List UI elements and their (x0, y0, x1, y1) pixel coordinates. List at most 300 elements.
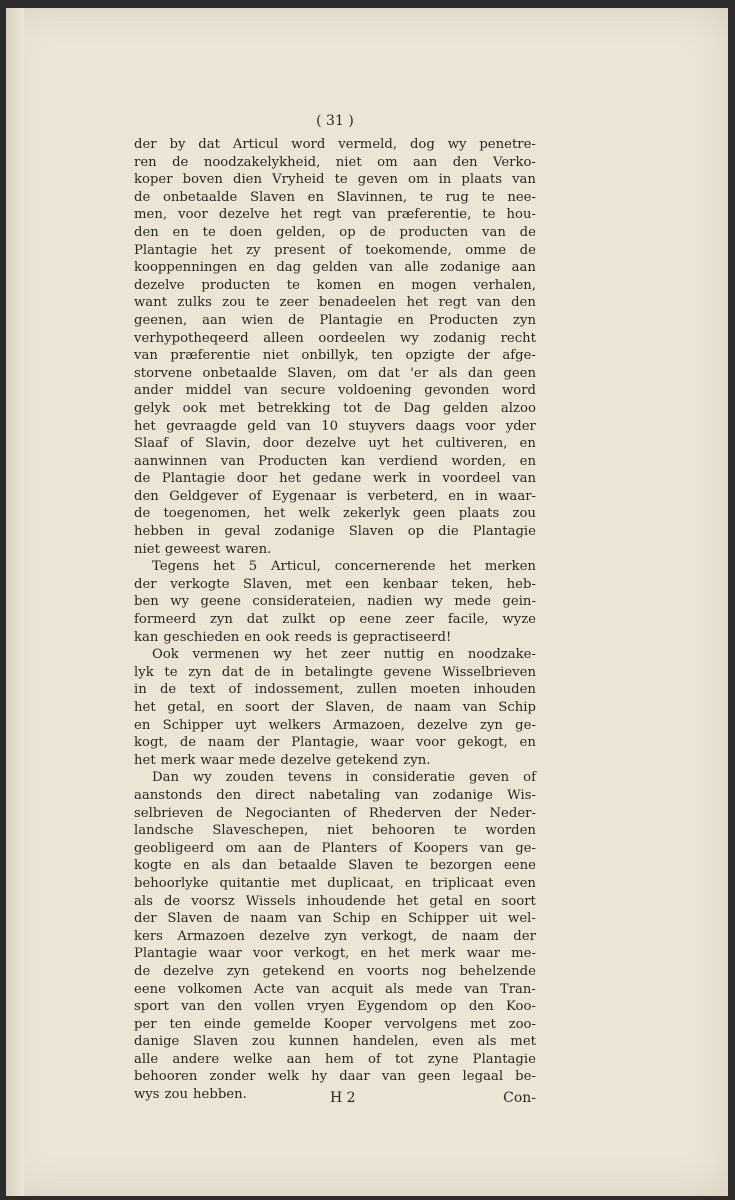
text-line (134, 294, 536, 312)
word: concernerende (334, 559, 436, 575)
word: van (220, 453, 245, 469)
word: be- (515, 1069, 536, 1085)
word: Schip (332, 911, 371, 927)
word: Slaven, (243, 576, 293, 592)
text-line (134, 347, 536, 365)
word: der (134, 576, 157, 592)
word: die (438, 524, 459, 540)
word: waar (200, 752, 234, 768)
text-line (134, 541, 536, 559)
word: kan (134, 629, 159, 645)
word: en (519, 436, 536, 452)
word: gelden (312, 260, 358, 276)
word: naam (208, 735, 245, 751)
text-line (134, 787, 536, 805)
word: Tran- (499, 981, 536, 997)
word: quitantie (219, 875, 280, 891)
word: het (396, 893, 419, 909)
word: waar (466, 946, 500, 962)
text-line (134, 928, 536, 946)
word: text (189, 682, 216, 698)
word: verkogte (170, 576, 230, 592)
word: van (297, 911, 322, 927)
word: den (468, 999, 494, 1015)
word: Plantagie (134, 242, 198, 258)
word: Slaven, (287, 365, 337, 381)
word: met (290, 875, 317, 891)
word: aan (413, 154, 438, 170)
word: 'er (410, 365, 429, 381)
word: dezelve (163, 963, 214, 979)
word: den (511, 295, 536, 311)
word: der (291, 700, 314, 715)
word: als (477, 1034, 497, 1050)
word: waar (370, 735, 404, 751)
word: dien (232, 172, 263, 188)
text-line (134, 136, 536, 154)
word: niet (327, 823, 353, 839)
word: facile, (447, 612, 489, 628)
text-line (134, 1051, 536, 1069)
word: der (134, 911, 157, 927)
word: kooppenningen (134, 260, 238, 276)
word: gepractiseerd! (352, 629, 452, 645)
text-line (134, 840, 536, 858)
word: wy (273, 647, 292, 663)
word: Eygendom (356, 999, 428, 1015)
word: gevonden (424, 383, 490, 399)
word: voor (415, 735, 446, 751)
word: vollen (254, 999, 295, 1015)
word: gein- (502, 594, 536, 610)
word: worden (485, 823, 536, 839)
text-line (134, 259, 536, 277)
word: de (386, 700, 403, 715)
word: cultiveren, (435, 436, 508, 452)
word: door (236, 471, 268, 487)
word: zy (246, 242, 261, 258)
word: van (482, 224, 506, 240)
word: oordeelen (318, 330, 386, 346)
word: de (179, 735, 197, 751)
word: den (452, 154, 478, 170)
word: Armazoen (177, 928, 245, 944)
catchword: Con- (503, 1090, 536, 1106)
word: en (519, 453, 536, 469)
word: wys (134, 1087, 160, 1103)
word: of (180, 436, 193, 452)
text-line (134, 717, 536, 735)
word: doen (229, 224, 263, 240)
word: op (440, 999, 457, 1015)
word: dog (409, 137, 435, 152)
word: alzoo (500, 400, 536, 416)
word: aanwinnen (134, 453, 208, 469)
paragraph (134, 646, 536, 769)
word: selbrieven (134, 805, 204, 821)
word: behelzende (459, 963, 536, 979)
word: præferentie, (387, 207, 472, 223)
word: zyn (209, 612, 233, 628)
word: Kooper (323, 1016, 372, 1032)
word: onbetaalde (162, 189, 238, 205)
word: dezelve (305, 436, 357, 452)
word: de (288, 312, 305, 328)
word: zullen (356, 682, 398, 698)
word: hou- (506, 207, 536, 223)
word: Slaaf (134, 436, 168, 452)
word: kan (340, 453, 366, 469)
word: zyn (226, 963, 250, 979)
word: zodanige (274, 524, 335, 540)
word: soort (245, 700, 280, 715)
word: of (523, 770, 536, 786)
word: van (244, 383, 268, 399)
word: bezorgen (429, 858, 493, 874)
word: met (470, 1016, 496, 1032)
text-line (134, 1068, 536, 1086)
word: met (219, 400, 245, 416)
word: het (401, 436, 424, 452)
word: even (432, 1034, 464, 1050)
word: formeerd (134, 612, 197, 628)
word: om (377, 154, 398, 170)
word: en (216, 700, 234, 715)
text-line (134, 242, 536, 260)
word: op (329, 612, 346, 628)
word: de (519, 224, 536, 240)
word: zodanig (433, 330, 486, 346)
word: de (159, 682, 177, 698)
word: voordeel (442, 471, 501, 487)
word: de (431, 928, 448, 944)
word: ge- (515, 840, 536, 856)
word: Armazoen, (333, 717, 405, 733)
word: sport (134, 999, 169, 1015)
word: aan (286, 1051, 311, 1067)
word: verhypotheqeerd (134, 330, 249, 346)
word: en (404, 875, 422, 891)
word: de (134, 189, 151, 205)
word: moeten (410, 682, 461, 698)
word: voorts (366, 963, 409, 979)
word: uyt (235, 717, 257, 733)
word: merk (160, 752, 196, 768)
word: want (134, 295, 168, 311)
word: merk (420, 946, 456, 962)
word: mede (415, 981, 453, 997)
word: dan (242, 858, 267, 874)
word: geen (503, 365, 536, 381)
word: kogt, (134, 735, 168, 751)
word: zyn (513, 312, 536, 328)
word: zodanige (439, 260, 501, 276)
word: dezelve (218, 207, 270, 223)
word: van (381, 1069, 406, 1085)
word: wy (424, 594, 443, 610)
word: mogen (411, 277, 457, 293)
word: Slaven (249, 189, 295, 205)
word: considerateien, (252, 594, 356, 610)
word: is (346, 488, 358, 504)
word: Acte (254, 981, 285, 997)
text-line (134, 470, 536, 488)
word: hebben (134, 524, 184, 540)
word: nog (421, 963, 447, 979)
word: zyn (188, 664, 212, 680)
word: volkomen (177, 981, 243, 997)
word: aan (257, 840, 283, 856)
word: de (374, 400, 391, 416)
word: triplicaat (432, 875, 494, 891)
word: kunnen (288, 1034, 339, 1050)
word: storvene (134, 365, 193, 381)
word: werk (372, 471, 407, 487)
word: of (343, 805, 357, 821)
word: Planters (321, 840, 378, 856)
word: present (274, 242, 326, 258)
word: wien (241, 312, 274, 328)
word: zou (222, 295, 246, 311)
word: den (217, 999, 243, 1015)
word: te (286, 277, 300, 293)
word: niet (262, 348, 289, 364)
word: regt (313, 207, 342, 223)
word: naam (250, 911, 288, 927)
word: getal (429, 893, 464, 909)
word: zekerlyk (343, 506, 400, 522)
word: geen (417, 1069, 451, 1085)
text-line (134, 752, 536, 770)
word: de (254, 664, 271, 680)
text-line (134, 857, 536, 875)
word: geschieden (163, 629, 240, 645)
word: alleen (263, 330, 304, 346)
word: op (339, 224, 356, 240)
word: verkogt, (361, 928, 418, 944)
word: zouden (225, 770, 274, 786)
word: zou (251, 1034, 276, 1050)
word: of (248, 488, 262, 504)
word: van (181, 999, 206, 1015)
word: worden, (451, 453, 507, 469)
word: der (256, 735, 280, 751)
word: en (360, 946, 377, 962)
word: ook (265, 629, 290, 645)
word: præferentie (170, 348, 251, 364)
word: alle (404, 260, 429, 276)
word: met (510, 1034, 536, 1050)
word: tot (395, 1051, 414, 1067)
word: verkogt, (293, 946, 350, 962)
word: niet (335, 154, 362, 170)
word: de (163, 893, 181, 909)
word: benadeelen (318, 295, 397, 311)
word: Dag (403, 400, 431, 416)
word: Slaveschepen, (212, 823, 309, 839)
word: nabetaling (309, 787, 381, 803)
word: zeer (405, 612, 435, 628)
word: in (134, 682, 147, 698)
word: en (244, 629, 261, 645)
text-line (134, 963, 536, 981)
word: Schipper (162, 717, 223, 733)
word: hebben. (193, 1087, 247, 1103)
word: Plantagie (319, 312, 383, 328)
word: het (213, 559, 235, 575)
word: als (134, 893, 153, 909)
word: eene (359, 612, 392, 628)
word: geval (224, 524, 261, 540)
word: producten (399, 224, 469, 240)
word: de (293, 840, 310, 856)
word: kenbaar (382, 576, 438, 592)
word: dezelve (134, 277, 185, 293)
word: der (467, 348, 490, 364)
word: der (134, 137, 157, 152)
word: getekend (336, 752, 399, 768)
word: gedane (312, 471, 362, 487)
word: me- (511, 946, 536, 962)
word: van (476, 295, 501, 311)
word: verhalen, (473, 277, 536, 293)
text-line (134, 629, 536, 647)
word: in (197, 524, 211, 540)
word: rug (445, 189, 469, 205)
word: wy (192, 770, 212, 786)
word: de (519, 242, 536, 258)
word: het (449, 559, 472, 575)
text-line (134, 822, 536, 840)
word: teken, (451, 576, 494, 592)
word: wy (447, 137, 467, 152)
word: Vryheid (272, 172, 325, 188)
word: en (248, 260, 265, 276)
word: eene (503, 858, 536, 874)
word: stuyvers (348, 418, 406, 434)
word: vermeld, (338, 137, 398, 152)
word: van (464, 981, 489, 997)
word: behooren (371, 823, 436, 839)
word: gemelde (253, 1016, 311, 1032)
word: de (134, 963, 151, 979)
word: direct (255, 787, 295, 803)
word: gelden (442, 400, 489, 416)
word: onbetaalde (202, 365, 277, 381)
word: ander (134, 383, 174, 399)
word: in (438, 172, 452, 188)
word: wyze (502, 612, 536, 628)
word: om (407, 172, 429, 188)
text-line (134, 558, 536, 576)
word: aan (202, 312, 227, 328)
word: te (482, 207, 496, 223)
word: en (437, 647, 455, 663)
word: in (418, 471, 431, 487)
word: aanstonds (134, 787, 203, 803)
word: en (183, 858, 200, 874)
text-line (134, 1033, 536, 1051)
word: Slaven (348, 524, 394, 540)
word: het (279, 471, 301, 487)
word: geld (247, 418, 277, 434)
word: inhouden (473, 682, 536, 698)
word: Plantagie (134, 946, 198, 962)
word: waar- (498, 488, 536, 504)
word: en (519, 735, 536, 751)
word: indossement, (254, 682, 344, 698)
page-footer (134, 1090, 536, 1112)
word: men, (134, 207, 168, 223)
word: aan (511, 260, 536, 276)
word: het (134, 752, 156, 768)
word: geobligeerd (134, 840, 215, 856)
word: op (407, 524, 425, 540)
word: betrekking (257, 400, 331, 416)
word: in (345, 770, 359, 786)
word: en (307, 189, 324, 205)
text-line (134, 576, 536, 594)
word: van (394, 787, 419, 803)
word: wy (170, 594, 190, 610)
word: de (134, 471, 151, 487)
word: in (281, 664, 295, 680)
word: wy (400, 330, 419, 346)
word: van (369, 260, 394, 276)
word: het (210, 242, 233, 258)
word: het (134, 700, 156, 715)
word: middel (185, 383, 232, 399)
word: de (223, 911, 240, 927)
word: recht (500, 330, 536, 346)
word: Koo- (506, 999, 536, 1015)
word: acquit (331, 981, 374, 997)
word: toekomende, (365, 242, 452, 258)
word: ben (134, 594, 159, 610)
text-line (134, 593, 536, 611)
word: andere (172, 1051, 220, 1067)
word: dezelve (417, 717, 468, 733)
page-number: ( 31 ) (316, 113, 354, 129)
word: en (397, 312, 414, 328)
word: Plantagie, (291, 735, 359, 751)
word: welkers (268, 717, 321, 733)
text-line (134, 611, 536, 629)
word: vermenen (192, 647, 260, 663)
word: Ook (152, 647, 179, 663)
word: daags (415, 418, 456, 434)
word: wel- (508, 911, 536, 927)
page-text-body (134, 112, 536, 1104)
word: van (134, 348, 158, 364)
word: kers (134, 928, 163, 944)
text-line (134, 523, 536, 541)
text-line (134, 400, 536, 418)
word: penetre- (479, 137, 536, 152)
word: te (256, 295, 270, 311)
word: te (453, 823, 467, 839)
word: zeer (341, 647, 370, 663)
word: tevens (287, 770, 332, 786)
word: de (369, 224, 386, 240)
word: daar (339, 1069, 370, 1085)
word: het (280, 207, 303, 223)
paragraphs-container (134, 136, 536, 1104)
text-line (134, 945, 536, 963)
word: geene (200, 594, 241, 610)
text-line (134, 681, 536, 699)
word: kogte (134, 858, 172, 874)
